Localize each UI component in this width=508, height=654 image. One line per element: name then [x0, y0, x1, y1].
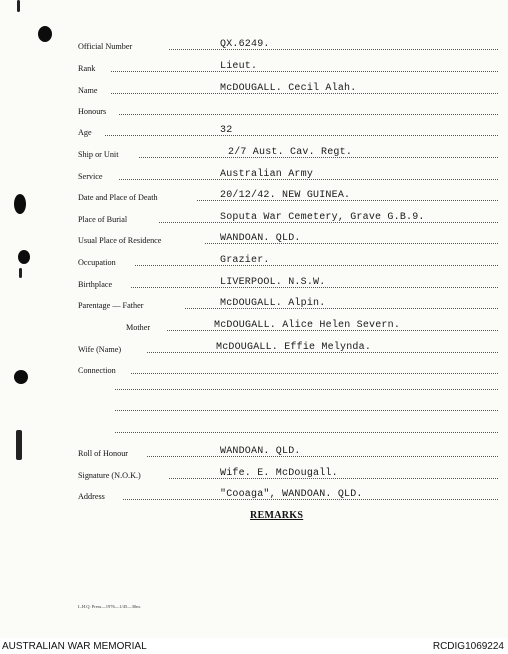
field-row [78, 211, 498, 225]
edge-mark-top [17, 0, 20, 12]
field-row [78, 146, 498, 160]
connection-line-4 [115, 432, 498, 433]
field-label: Date and Place of Death [78, 193, 158, 202]
connection-line-3 [115, 410, 498, 411]
field-value: 32 [220, 125, 233, 136]
field-label: Place of Burial [78, 215, 128, 224]
punch-hole-upper [14, 194, 26, 214]
field-value: McDOUGALL. Cecil Alah. [220, 83, 357, 94]
field-dotted-line [105, 135, 498, 136]
field-label: Roll of Honour [78, 449, 129, 458]
field-label: Usual Place of Residence [78, 236, 162, 245]
field-row [78, 103, 498, 117]
field-dotted-line [131, 373, 498, 374]
field-label: Service [78, 172, 103, 181]
field-value: McDOUGALL. Alice Helen Severn. [214, 320, 401, 331]
field-value: McDOUGALL. Effie Melynda. [216, 342, 372, 353]
field-row [78, 60, 498, 74]
field-label: Wife (Name) [78, 345, 122, 354]
field-value: McDOUGALL. Alpin. [220, 298, 326, 309]
printer-note: L.H.Q. Press—1976—1/45—30m. [78, 604, 141, 609]
footer-record-id: RCDIG1069224 [432, 641, 504, 652]
field-value: 2/7 Aust. Cav. Regt. [228, 147, 353, 158]
field-value: Soputa War Cemetery, Grave G.B.9. [220, 212, 425, 223]
footer-institution: AUSTRALIAN WAR MEMORIAL [2, 641, 147, 652]
edge-mark-2 [19, 268, 22, 278]
field-label: Birthplace [78, 280, 113, 289]
field-row [78, 445, 498, 459]
field-label: Rank [78, 64, 96, 73]
field-dotted-line [147, 456, 498, 457]
field-value: Grazier. [220, 255, 270, 266]
field-value: QX.6249. [220, 39, 270, 50]
field-value: WANDOAN. QLD. [220, 233, 301, 244]
field-row [78, 297, 498, 311]
field-value: LIVERPOOL. N.S.W. [220, 277, 326, 288]
field-row [78, 124, 498, 138]
field-label: Name [78, 86, 98, 95]
connection-line-2 [115, 389, 498, 390]
field-value: 20/12/42. NEW GUINEA. [220, 190, 351, 201]
field-label: Signature (N.O.K.) [78, 471, 141, 480]
field-row [78, 467, 498, 481]
field-value: Lieut. [220, 61, 258, 72]
field-row [78, 189, 498, 203]
field-row [78, 82, 498, 96]
field-row [78, 488, 498, 502]
field-dotted-line [119, 114, 498, 115]
field-row [78, 362, 498, 376]
field-value: "Cooaga", WANDOAN. QLD. [220, 489, 363, 500]
field-value: WANDOAN. QLD. [220, 446, 301, 457]
punch-hole-middle [18, 250, 30, 264]
field-label: Connection [78, 366, 116, 375]
punch-hole-lower [14, 370, 28, 384]
field-dotted-line [135, 265, 498, 266]
field-row [78, 341, 498, 355]
field-row [78, 168, 498, 182]
archive-footer [0, 638, 508, 654]
field-row [78, 38, 498, 52]
remarks-heading: REMARKS [250, 510, 304, 521]
edge-mark-1 [16, 430, 22, 460]
field-row [78, 319, 498, 333]
punch-hole-top [38, 26, 52, 42]
field-row [78, 254, 498, 268]
field-dotted-line [169, 49, 498, 50]
field-dotted-line [111, 71, 498, 72]
field-label: Official Number [78, 42, 133, 51]
field-label: Age [78, 128, 92, 137]
field-label: Honours [78, 107, 107, 116]
field-value: Wife. E. McDougall. [220, 468, 338, 479]
field-value: Australian Army [220, 169, 314, 180]
field-label: Mother [126, 323, 151, 332]
field-label: Address [78, 492, 105, 501]
field-label: Ship or Unit [78, 150, 119, 159]
field-label: Occupation [78, 258, 116, 267]
field-row [78, 276, 498, 290]
field-row [78, 232, 498, 246]
field-label: Parentage — Father [78, 301, 144, 310]
